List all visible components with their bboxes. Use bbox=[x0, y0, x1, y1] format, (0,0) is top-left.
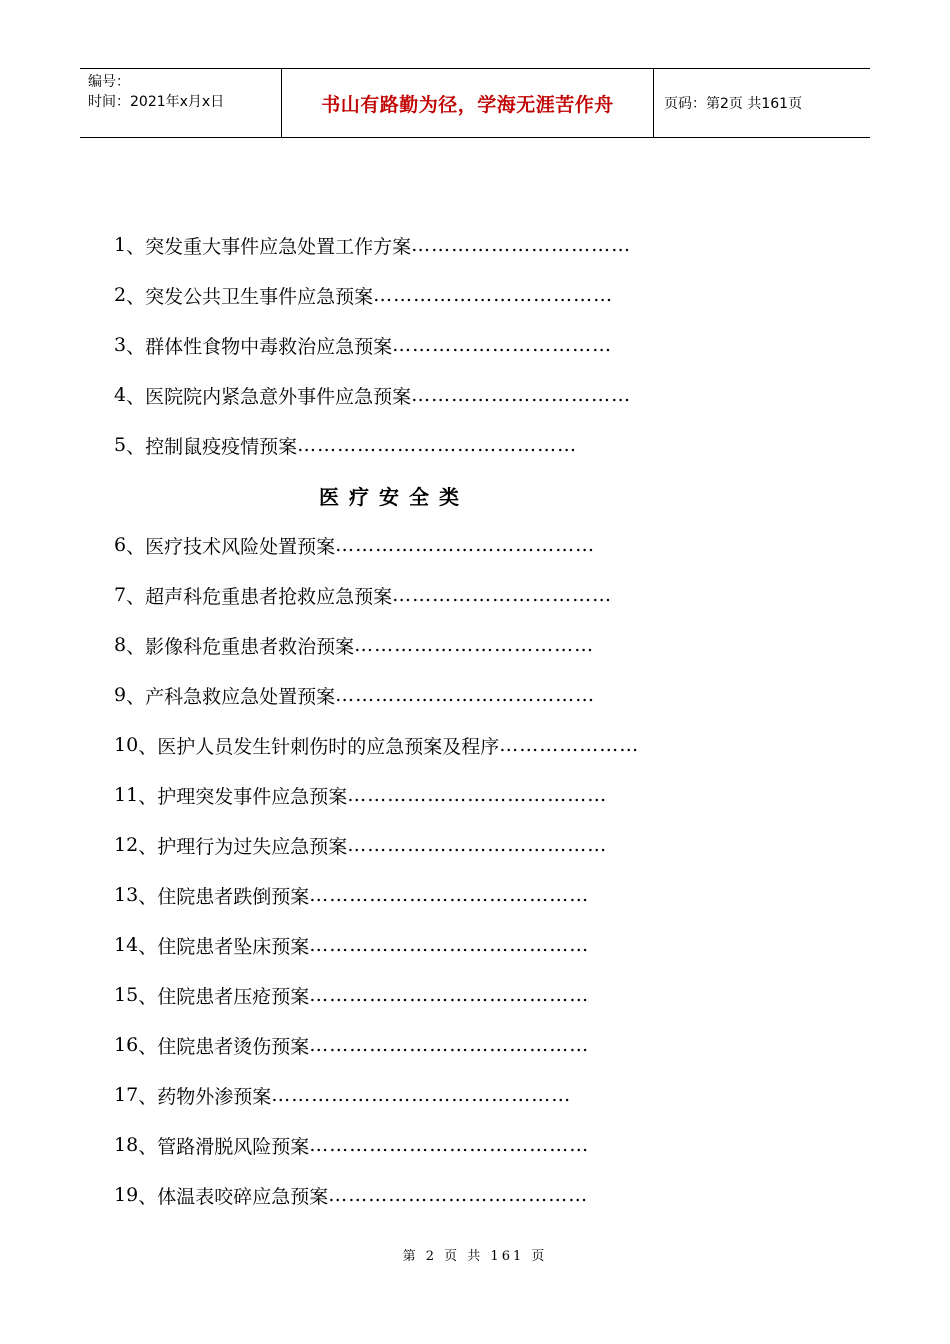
toc-entry-leader: ……………………………… bbox=[373, 284, 614, 306]
toc-entry[interactable] bbox=[114, 370, 754, 420]
toc-entry-leader: ………………………………… bbox=[335, 684, 596, 706]
toc-entry-title: 管路滑脱风险预案 bbox=[157, 1135, 310, 1158]
toc-entry-number: 13 bbox=[114, 884, 139, 906]
toc-entry-leader: ………………………………… bbox=[347, 834, 608, 856]
toc-entry-separator: 、 bbox=[126, 585, 146, 608]
toc-entry[interactable] bbox=[114, 820, 754, 870]
toc-entry-leader: …………………………………… bbox=[309, 884, 590, 906]
toc-entry[interactable] bbox=[114, 720, 754, 770]
toc-entry-separator: 、 bbox=[126, 635, 146, 658]
toc-entry-title: 医院院内紧急意外事件应急预案 bbox=[145, 385, 412, 408]
toc-entry-leader: …………………………… bbox=[392, 334, 613, 356]
document-header bbox=[80, 68, 870, 138]
footer-page-number: 第 2 页 共 161 页 bbox=[402, 1249, 548, 1264]
toc-entry-leader: ………………………………… bbox=[328, 1184, 589, 1206]
header-meta-cell bbox=[80, 69, 282, 137]
toc-entry-number: 2 bbox=[114, 284, 127, 306]
section-heading: 医疗安全类 bbox=[319, 484, 469, 509]
toc-entry[interactable] bbox=[114, 220, 754, 270]
toc-entry-separator: 、 bbox=[138, 1135, 158, 1158]
toc-entry[interactable] bbox=[114, 620, 754, 670]
toc-entry-title: 产科急救应急处置预案 bbox=[145, 685, 336, 708]
toc-entry-title: 住院患者跌倒预案 bbox=[157, 885, 310, 908]
toc-entry[interactable] bbox=[114, 1170, 754, 1220]
toc-entry-leader: ………………… bbox=[499, 734, 640, 756]
toc-entry-leader: …………………………………… bbox=[297, 434, 578, 456]
toc-entry[interactable] bbox=[114, 270, 754, 320]
toc-entry-title: 住院患者压疮预案 bbox=[157, 985, 310, 1008]
toc-entry-number: 15 bbox=[114, 984, 139, 1006]
toc-entry[interactable] bbox=[114, 1070, 754, 1120]
toc-entry-number: 16 bbox=[114, 1034, 139, 1056]
toc-entry-number: 18 bbox=[114, 1134, 139, 1156]
toc-entry-leader: ………………………………… bbox=[335, 534, 596, 556]
toc-entry[interactable] bbox=[114, 920, 754, 970]
toc-entry-number: 14 bbox=[114, 934, 139, 956]
toc-entry[interactable] bbox=[114, 1020, 754, 1070]
toc-entry-leader: ……………………………… bbox=[354, 634, 595, 656]
toc-entry-number: 1 bbox=[114, 234, 127, 256]
toc-entry-title: 控制鼠疫疫情预案 bbox=[145, 435, 298, 458]
toc-entry-title: 体温表咬碎应急预案 bbox=[157, 1185, 329, 1208]
toc-entry-separator: 、 bbox=[138, 785, 158, 808]
toc-entry-title: 医护人员发生针刺伤时的应急预案及程序 bbox=[157, 735, 500, 758]
toc-entry-separator: 、 bbox=[126, 335, 146, 358]
toc-entry-leader: ……………………………………… bbox=[271, 1084, 572, 1106]
toc-entry-number: 8 bbox=[114, 634, 127, 656]
header-page-cell bbox=[654, 69, 870, 137]
toc-entry-number: 9 bbox=[114, 684, 127, 706]
toc-entry-leader: …………………………………… bbox=[309, 984, 590, 1006]
toc-entry-title: 住院患者坠床预案 bbox=[157, 935, 310, 958]
toc-entry-separator: 、 bbox=[126, 685, 146, 708]
header-page-number: 页码：第2页 共161页 bbox=[664, 96, 803, 112]
toc-entry[interactable] bbox=[114, 670, 754, 720]
toc-entry-leader: …………………………………… bbox=[309, 934, 590, 956]
toc-entry-title: 突发重大事件应急处置工作方案 bbox=[145, 235, 412, 258]
toc-entry-separator: 、 bbox=[138, 1085, 158, 1108]
toc-entry-title: 群体性食物中毒救治应急预案 bbox=[145, 335, 393, 358]
toc-entry-separator: 、 bbox=[126, 385, 146, 408]
toc-entry[interactable] bbox=[114, 870, 754, 920]
toc-entry-number: 10 bbox=[114, 734, 139, 756]
toc-entry-title: 医疗技术风险处置预案 bbox=[145, 535, 336, 558]
document-date: 时间：2021年x月x日 bbox=[88, 94, 225, 110]
document-code-label: 编号： bbox=[88, 74, 130, 90]
toc-entry-leader: …………………………………… bbox=[309, 1134, 590, 1156]
toc-entry-number: 5 bbox=[114, 434, 127, 456]
toc-entry-separator: 、 bbox=[138, 985, 158, 1008]
toc-entry-leader: …………………………… bbox=[411, 234, 632, 256]
toc-entry-title: 药物外渗预案 bbox=[157, 1085, 272, 1108]
toc-entry-number: 19 bbox=[114, 1184, 139, 1206]
toc-entry-separator: 、 bbox=[138, 735, 158, 758]
toc-entry-separator: 、 bbox=[138, 1035, 158, 1058]
toc-entry[interactable] bbox=[114, 570, 754, 620]
toc-entry-separator: 、 bbox=[126, 435, 146, 458]
toc-entry-number: 4 bbox=[114, 384, 127, 406]
toc-entry[interactable] bbox=[114, 320, 754, 370]
toc-entry-separator: 、 bbox=[126, 535, 146, 558]
toc-entry-number: 17 bbox=[114, 1084, 139, 1106]
toc-entry[interactable] bbox=[114, 970, 754, 1020]
toc-entry-title: 护理突发事件应急预案 bbox=[157, 785, 348, 808]
toc-entry[interactable] bbox=[114, 520, 754, 570]
toc-entry-title: 护理行为过失应急预案 bbox=[157, 835, 348, 858]
toc-entry-separator: 、 bbox=[138, 885, 158, 908]
header-motto-cell bbox=[282, 69, 654, 137]
header-motto: 书山有路勤为径，学海无涯苦作舟 bbox=[321, 93, 614, 116]
toc-entry-number: 11 bbox=[114, 784, 139, 806]
toc-entry-number: 6 bbox=[114, 534, 127, 556]
toc-entry-title: 住院患者烫伤预案 bbox=[157, 1035, 310, 1058]
toc-entry-number: 12 bbox=[114, 834, 139, 856]
toc-entry-title: 影像科危重患者救治预案 bbox=[145, 635, 355, 658]
toc-entry-separator: 、 bbox=[126, 285, 146, 308]
toc-entry-leader: …………………………………… bbox=[309, 1034, 590, 1056]
toc-entry[interactable] bbox=[114, 420, 754, 470]
toc-entry-number: 7 bbox=[114, 584, 127, 606]
toc-entry-leader: …………………………… bbox=[411, 384, 632, 406]
toc-entry-leader: …………………………… bbox=[392, 584, 613, 606]
toc-entry-number: 3 bbox=[114, 334, 127, 356]
toc-entry-leader: ………………………………… bbox=[347, 784, 608, 806]
table-of-contents bbox=[114, 220, 754, 1220]
page-footer bbox=[0, 1245, 950, 1264]
toc-entry-separator: 、 bbox=[138, 935, 158, 958]
toc-entry-title: 突发公共卫生事件应急预案 bbox=[145, 285, 374, 308]
toc-entry-separator: 、 bbox=[138, 1185, 158, 1208]
toc-entry[interactable] bbox=[114, 770, 754, 820]
toc-entry-separator: 、 bbox=[126, 235, 146, 258]
toc-entry[interactable] bbox=[114, 1120, 754, 1170]
toc-entry-separator: 、 bbox=[138, 835, 158, 858]
toc-entry-title: 超声科危重患者抢救应急预案 bbox=[145, 585, 393, 608]
